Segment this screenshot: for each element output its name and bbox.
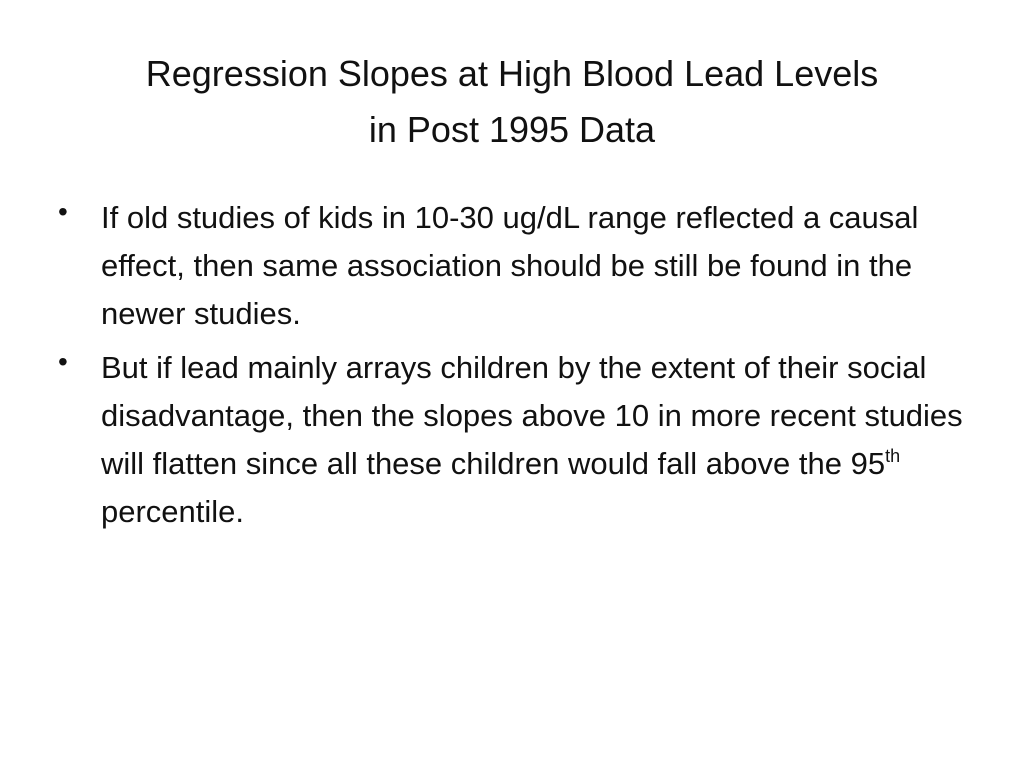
bullet-list bbox=[58, 194, 978, 542]
bullet-text-2-end: percentile. bbox=[101, 494, 245, 529]
bullet-dot-icon: • bbox=[58, 196, 68, 227]
bullet-item-2 bbox=[58, 344, 978, 536]
bullet-text-2: But if lead mainly arrays children by the extent of their social disadvantage, then the slopes above 10 in more recent studies will flatten since all these children would fall above the 95 bbox=[101, 350, 963, 481]
slide-title-line-1: Regression Slopes at High Blood Lead Levels bbox=[145, 53, 879, 94]
bullet-item-1 bbox=[58, 194, 978, 338]
ordinal-superscript: th bbox=[885, 446, 901, 466]
bullet-dot-icon: • bbox=[58, 346, 68, 377]
slide-title bbox=[40, 46, 984, 158]
slide-title-line-2: in Post 1995 Data bbox=[368, 109, 656, 150]
bullet-text-1: If old studies of kids in 10-30 ug/dL range reflected a causal effect, then same association should be still be found in the newer studies. bbox=[101, 200, 919, 331]
